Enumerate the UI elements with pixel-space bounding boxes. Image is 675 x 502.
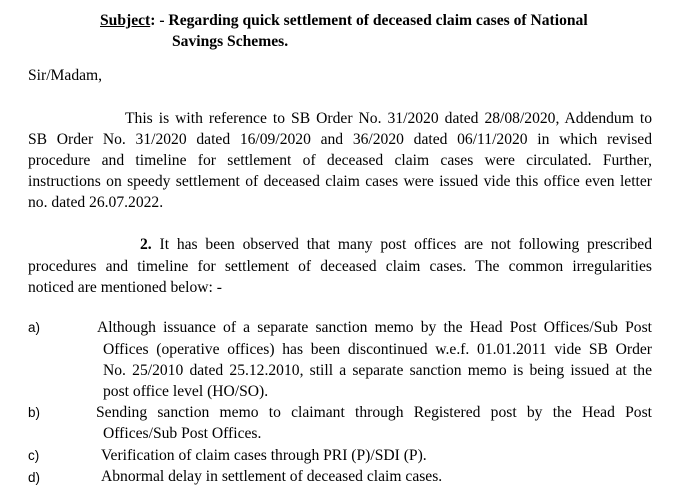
item-d-line1: Abnormal delay in settlement of deceased claim cases.	[101, 468, 443, 485]
para1-line1: This is with reference to SB Order No. 31/2020 dated 28/08/2020, Addendum to	[125, 110, 652, 127]
item-c-line1: Verification of claim cases through PRI (P)/SDI (P).	[101, 447, 427, 464]
para2-number: 2.	[140, 236, 152, 253]
para2-line1	[140, 234, 652, 255]
item-a-line2: Offices (operative offices) has been discontinued w.e.f. 01.01.2011 vide SB Order	[103, 341, 652, 358]
item-a-marker: a)	[28, 320, 41, 335]
item-a-line1: Although issuance of a separate sanction memo by the Head Post Offices/Sub Post	[97, 319, 652, 336]
para1-line3: procedure and timeline for settlement of deceased claim cases were circulated. Further,	[28, 152, 652, 169]
subject-text-line2: Savings Schemes.	[172, 33, 289, 50]
item-b-line1: Sending sanction memo to claimant through Registered post by the Head Post	[96, 404, 652, 421]
item-a-line3: No. 25/2010 dated 25.12.2010, still a separate sanction memo is being issued at the	[103, 362, 652, 379]
item-a-line4: post office level (HO/SO).	[103, 383, 269, 400]
item-b-marker: b)	[28, 405, 41, 420]
item-b-line2: Offices/Sub Post Offices.	[103, 425, 262, 442]
para2-line1-text: It has been observed that many post offices are not following prescribed	[151, 236, 652, 253]
para1-line4: instructions on speedy settlement of deceased claim cases were issued vide this office even letter	[28, 173, 652, 190]
subject-label: Subject	[100, 12, 151, 29]
para1-line2: SB Order No. 31/2020 dated 16/09/2020 and 36/2020 dated 06/11/2020 in which revised	[28, 131, 652, 148]
para2-line3: noticed are mentioned below: -	[28, 279, 222, 296]
subject-text-line1: : - Regarding quick settlement of deceased claim cases of National	[150, 12, 588, 29]
salutation: Sir/Madam,	[28, 67, 103, 84]
item-c-marker: c)	[28, 448, 40, 463]
subject-heading	[100, 11, 588, 31]
item-d-marker: d)	[28, 470, 41, 485]
para1-line5: no. dated 26.07.2022.	[28, 194, 164, 211]
para2-line2: procedures and timeline for settlement of deceased claim cases. The common irregularities	[28, 258, 652, 275]
